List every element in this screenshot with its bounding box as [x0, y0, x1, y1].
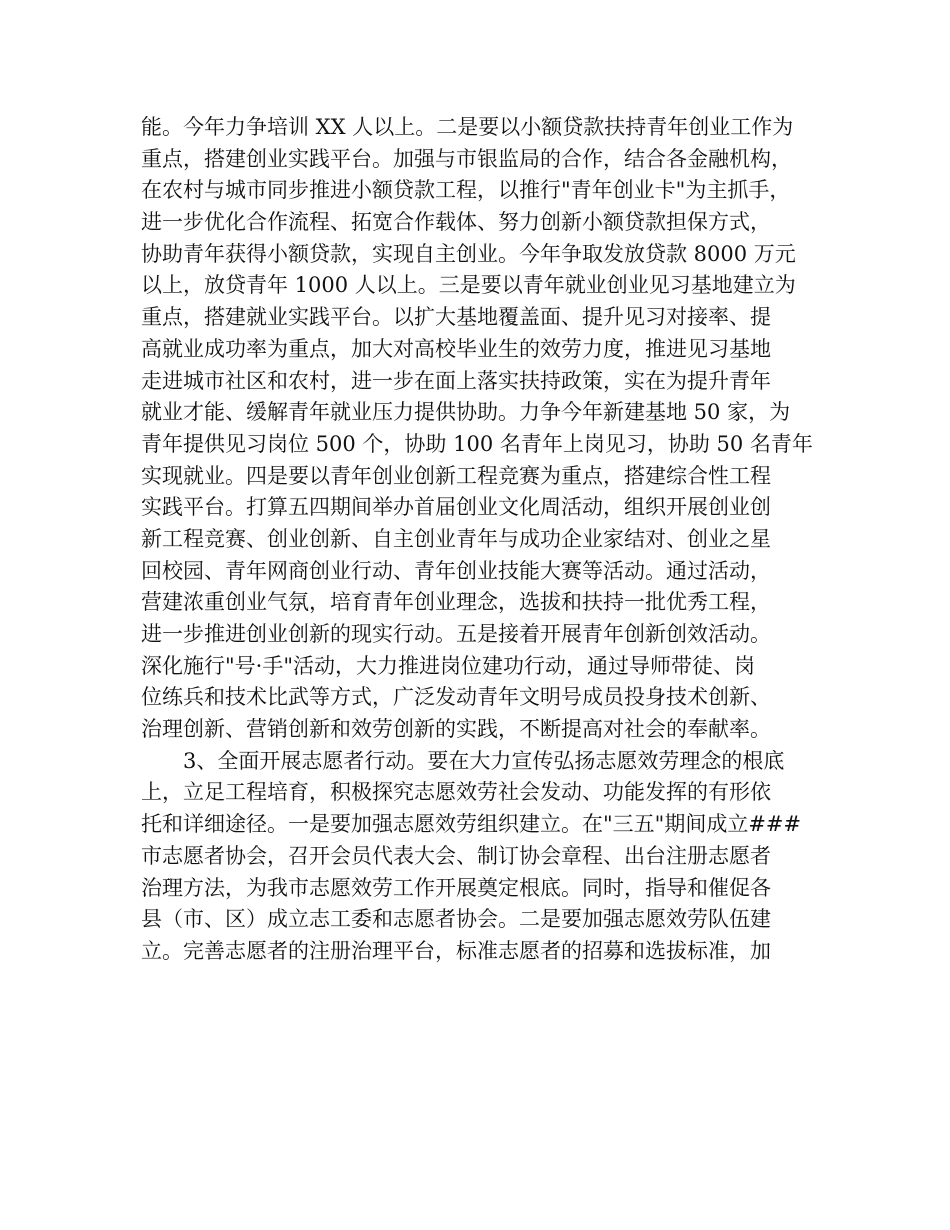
text-line: 托和详细途径。一是要加强志愿效劳组织建立。在"三五"期间成立###: [141, 812, 802, 837]
text-line: 进一步推进创业创新的现实行动。五是接着开展青年创新创效活动。: [141, 622, 771, 646]
paragraph-2: [141, 746, 821, 968]
text-line: 深化施行"号·手"活动，大力推进岗位建功行动，通过导师带徒、岗: [141, 653, 755, 678]
body-text: [141, 112, 821, 968]
text-line: 治理方法，为我市志愿效劳工作开展奠定根底。同时，指导和催促各: [141, 875, 771, 900]
text-line: 新工程竞赛、创业创新、自主创业青年与成功企业家结对、创业之星: [141, 526, 771, 551]
text-line: 进一步优化合作流程、拓宽合作载体、努力创新小额贷款担保方式，: [141, 210, 771, 235]
text-line: 营建浓重创业气氛，培育青年创业理念，选拔和扶持一批优秀工程，: [141, 590, 771, 615]
text-line: 县（市、区）成立志工委和志愿者协会。二是要加强志愿效劳队伍建: [141, 907, 771, 932]
paragraph-1: [141, 112, 821, 746]
text-line: 协助青年获得小额贷款，实现自主创业。今年争取发放贷款 8000 万元: [141, 241, 796, 266]
text-line: 市志愿者协会，召开会员代表大会、制订协会章程、出台注册志愿者: [141, 843, 771, 868]
text-line: 实践平台。打算五四期间举办首届创业文化周活动，组织开展创业创: [141, 495, 771, 520]
text-line: 能。今年力争培训 XX 人以上。二是要以小额贷款扶持青年创业工作为: [141, 115, 794, 139]
text-line: 实现就业。四是要以青年创业创新工程竞赛为重点，搭建综合性工程: [141, 463, 771, 488]
text-line: 重点，搭建创业实践平台。加强与市银监局的合作，结合各金融机构，: [141, 146, 792, 171]
text-line: 位练兵和技术比武等方式，广泛发动青年文明号成员投身技术创新、: [141, 685, 771, 710]
text-line: 青年提供见习岗位 500 个，协助 100 名青年上岗见习，协助 50 名青年: [141, 431, 813, 456]
text-line: 上，立足工程培育，积极探究志愿效劳社会发动、功能发挥的有形依: [141, 780, 771, 805]
text-line: 立。完善志愿者的注册治理平台，标准志愿者的招募和选拔标准，加: [141, 938, 771, 963]
text-line: 高就业成功率为重点，加大对高校毕业生的效劳力度，推进见习基地: [141, 336, 771, 361]
text-line: 在农村与城市同步推进小额贷款工程，以推行"青年创业卡"为主抓手，: [141, 178, 791, 203]
text-line: 走进城市社区和农村，进一步在面上落实扶持政策，实在为提升青年: [141, 368, 771, 393]
text-line: 治理创新、营销创新和效劳创新的实践，不断提高对社会的奉献率。: [141, 717, 771, 742]
text-line: 以上，放贷青年 1000 人以上。三是要以青年就业创业见习基地建立为: [141, 273, 796, 298]
text-line: 重点，搭建就业实践平台。以扩大基地覆盖面、提升见习对接率、提: [141, 305, 771, 330]
text-line: 回校园、青年网商创业行动、青年创业技能大赛等活动。通过活动，: [141, 558, 771, 583]
text-line: 3、全面开展志愿者行动。要在大力宣传弘扬志愿效劳理念的根底: [183, 748, 785, 773]
text-line: 就业才能、缓解青年就业压力提供协助。力争今年新建基地 50 家，为: [141, 400, 791, 425]
